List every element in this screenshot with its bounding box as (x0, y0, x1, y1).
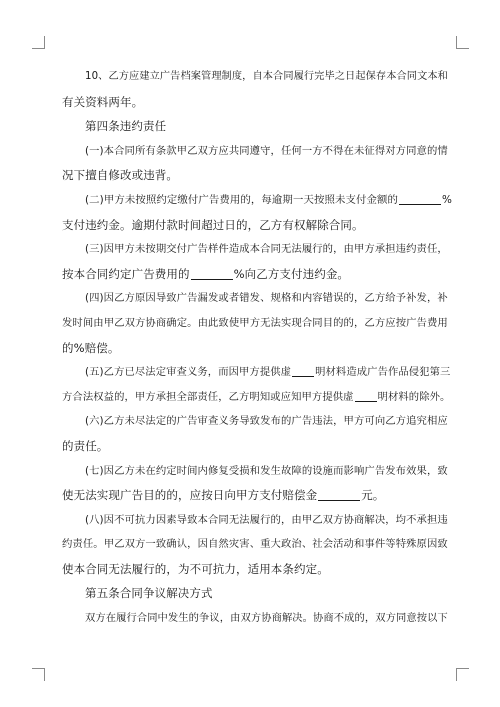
paragraph-line (62, 385, 451, 410)
fill-in-blank[interactable] (318, 487, 360, 501)
fill-in-blank[interactable] (191, 266, 233, 280)
paragraph-line: 有关资料两年。 (62, 94, 144, 109)
paragraph-line (62, 262, 448, 287)
fill-in-blank[interactable] (399, 191, 441, 205)
line-text: (二)甲方未按照约定缴付广告费用的，每逾期一天按照未支付金额的 (85, 193, 399, 206)
paragraph-line: 的%赔偿。 (62, 340, 120, 355)
line-text: 方合法权益的，甲方承担全部责任，乙方明知或应知甲方提供虚 (62, 390, 354, 403)
fill-in-blank[interactable] (355, 388, 377, 402)
paragraph-line: 发时间由甲乙双方协商确定。由此致使甲方无法实现合同目的的，乙方应按广告费用 (62, 316, 448, 329)
paragraph-line: (八)因不可抗力因素导致本合同无法履行的，由甲乙双方协商解决，均不承担违 (85, 513, 448, 526)
line-text: 明材料造成广告作品侵犯第三 (315, 366, 451, 379)
fill-in-blank[interactable] (292, 363, 314, 377)
line-text: 元。 (361, 488, 385, 503)
paragraph-line: (七)因乙方未在约定时间内修复受损和发生故障的设施而影响广告发布效果，致 (85, 464, 448, 477)
paragraph-line: 约责任。甲乙双方一致确认，因自然灾害、重大政治、社会活动和事件等特殊原因致 (62, 538, 448, 551)
paragraph-line: (一)本合同所有条款甲乙双方应共同遵守，任何一方不得在未征得对方同意的情 (85, 144, 448, 157)
line-text: % (442, 193, 453, 206)
line-text: (五)乙方已尽法定审查义务，而因甲方提供虚 (85, 366, 292, 379)
paragraph-line: 10、乙方应建立广告档案管理制度，自本合同履行完毕之日起保存本合同文本和 (85, 71, 448, 82)
paragraph-line: (三)因甲方未按期交付广告样件造成本合同无法履行的，由甲方承担违约责任， (85, 243, 448, 256)
paragraph-line (62, 360, 451, 385)
paragraph-line: (四)因乙方原因导致广告漏发或者错发、规格和内容错误的，乙方给予补发，补 (85, 292, 448, 305)
paragraph-line: 支付违约金。逾期付款时间超过日的，乙方有权解除合同。 (62, 217, 364, 232)
line-text: 按本合同约定广告费用的 (62, 266, 190, 281)
section-heading: 第五条合同争议解决方式 (85, 586, 213, 601)
paragraph-line: 况下擅自修改或违背。 (62, 168, 178, 183)
paragraph-line (62, 188, 453, 213)
paragraph-line (62, 483, 448, 508)
paragraph-line: (六)乙方未尽法定的广告审查义务导致发布的广告违法，甲方可向乙方追究相应 (85, 415, 448, 428)
crop-mark-bottom-left (32, 668, 45, 681)
paragraph-line: 双方在履行合同中发生的争议，由双方协商解决。协商不成的，双方同意按以下 (85, 612, 448, 625)
line-text: 使无法实现广告目的的，应按日向甲方支付赔偿金 (62, 488, 318, 503)
line-text: 明材料的除外。 (377, 390, 451, 403)
crop-mark-top-left (32, 36, 45, 49)
line-text: %向乙方支付违约金。 (233, 266, 350, 281)
section-heading: 第四条违约责任 (85, 119, 167, 134)
crop-mark-bottom-right (456, 668, 469, 681)
document-body (62, 65, 453, 631)
paragraph-line: 使本合同无法履行的，为不可抗力，适用本条约定。 (62, 561, 329, 576)
paragraph-line: 的责任。 (62, 438, 109, 453)
crop-mark-top-right (456, 36, 469, 49)
